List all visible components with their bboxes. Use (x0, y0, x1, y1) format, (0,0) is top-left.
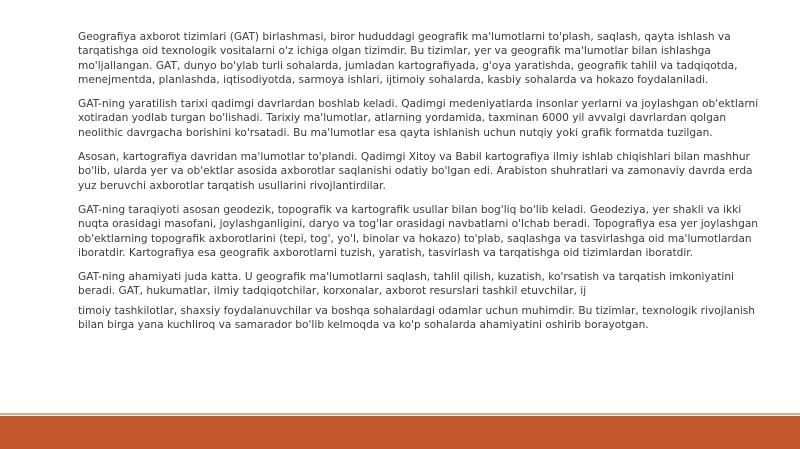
paragraph-importance: GAT-ning ahamiyati juda katta. U geografik ma'lumotlarni saqlash, tahlil qilish, kuzatish, ko'rsatish va tarqatish imkoniyatini beradi. GAT, hukumatlar, ilmiy tadqiqotchilar, korxonalar, axborot resurslari tashkil etuvchilar, ij (78, 271, 734, 298)
paragraph-cartography: Asosan, kartografiya davridan ma'lumotlar to'plandi. Qadimgi Xitoy va Babil kartografiya ilmiy ishlab chiqishlari bilan mashhur bo'lib, ularda yer va ob'ektlar asosida axborotlar saqlanishi odatiy bo'lgan edi. Arabiston shuhratlari va zamonaviy davrda erda yuz beruvchi axborotlar tarqatish usullarini rivojlantirdilar. (78, 151, 753, 192)
paragraph-development: GAT-ning taraqiyoti asosan geodezik, topografik va kartografik usullar bilan bog'liq bo'lib keladi. Geodeziya, yer shakli va ikki nuqta orasidagi masofani, joylashganligini, daryo va tog'lar orasidagi navbatlarni o'lchab beradi. Topografiya esa yer joylashgan ob'ektlarning topografik axborotlarini (tepi, tog', yo'l, binolar va hokazo) to'plab, saqlashga va tasvirlashga oid ma'lumotlardan iboratdir. Kartografiya esa geografik axborotlarni tuzish, yaratish, tasvirlash va tarqatishga oid tizimlardan iboratdir. (78, 203, 759, 259)
footer-accent-line (0, 413, 800, 415)
paragraph-importance-continued: timoiy tashkilotlar, shaxsiy foydalanuvchilar va boshqa sohalardagi odamlar uchun muhimdir. Bu tizimlar, texnologik rivojlanish bilan birga yana kuchliroq va samarador bo'lib kelmoqda va ko'p sohalarda ahamiyatini oshirib borayotgan. (78, 304, 755, 332)
paragraph-intro: Geografiya axborot tizimlari (GAT) birlashmasi, biror hududdagi geografik ma'lumotlarni to'plash, saqlash, qayta ishlash va tarqatishga oid texnologik vositalarni o'z ichiga olgan tizimdir. Bu tizimlar, yer va geografik ma'lumotlar bilan ishlashga mo'ljallangan. GAT, dunyo bo'ylab turli sohalarda, jumladan kartografiyada, g'oya yaratishda, geografik tahlil va tadqiqotda, menejmentda, planlashda, iqtisodiyotda, sarmoya ishlari, ijtimoiy sohalarda, kasbiy sohalarda va hokazo foydalaniladi. (78, 31, 738, 86)
slide-text-body (78, 30, 760, 342)
paragraph-history: GAT-ning yaratilish tarixi qadimgi davrlardan boshlab keladi. Qadimgi medeniyatlarda insonlar yerlarni va joylashgan ob'ektlarni xotiradan yodlab turgan bo'lishadi. Tarixiy ma'lumotlar, atlarning yordamida, taxminan 6000 yil avvalgi davrlardan qolgan neolithic davrgacha borishini ko'rsatadi. Bu ma'lumotlar esa qayta ishlanish uchun nutqiy yoki grafik formatda tuzilgan. (78, 98, 759, 139)
footer-band (0, 416, 800, 449)
